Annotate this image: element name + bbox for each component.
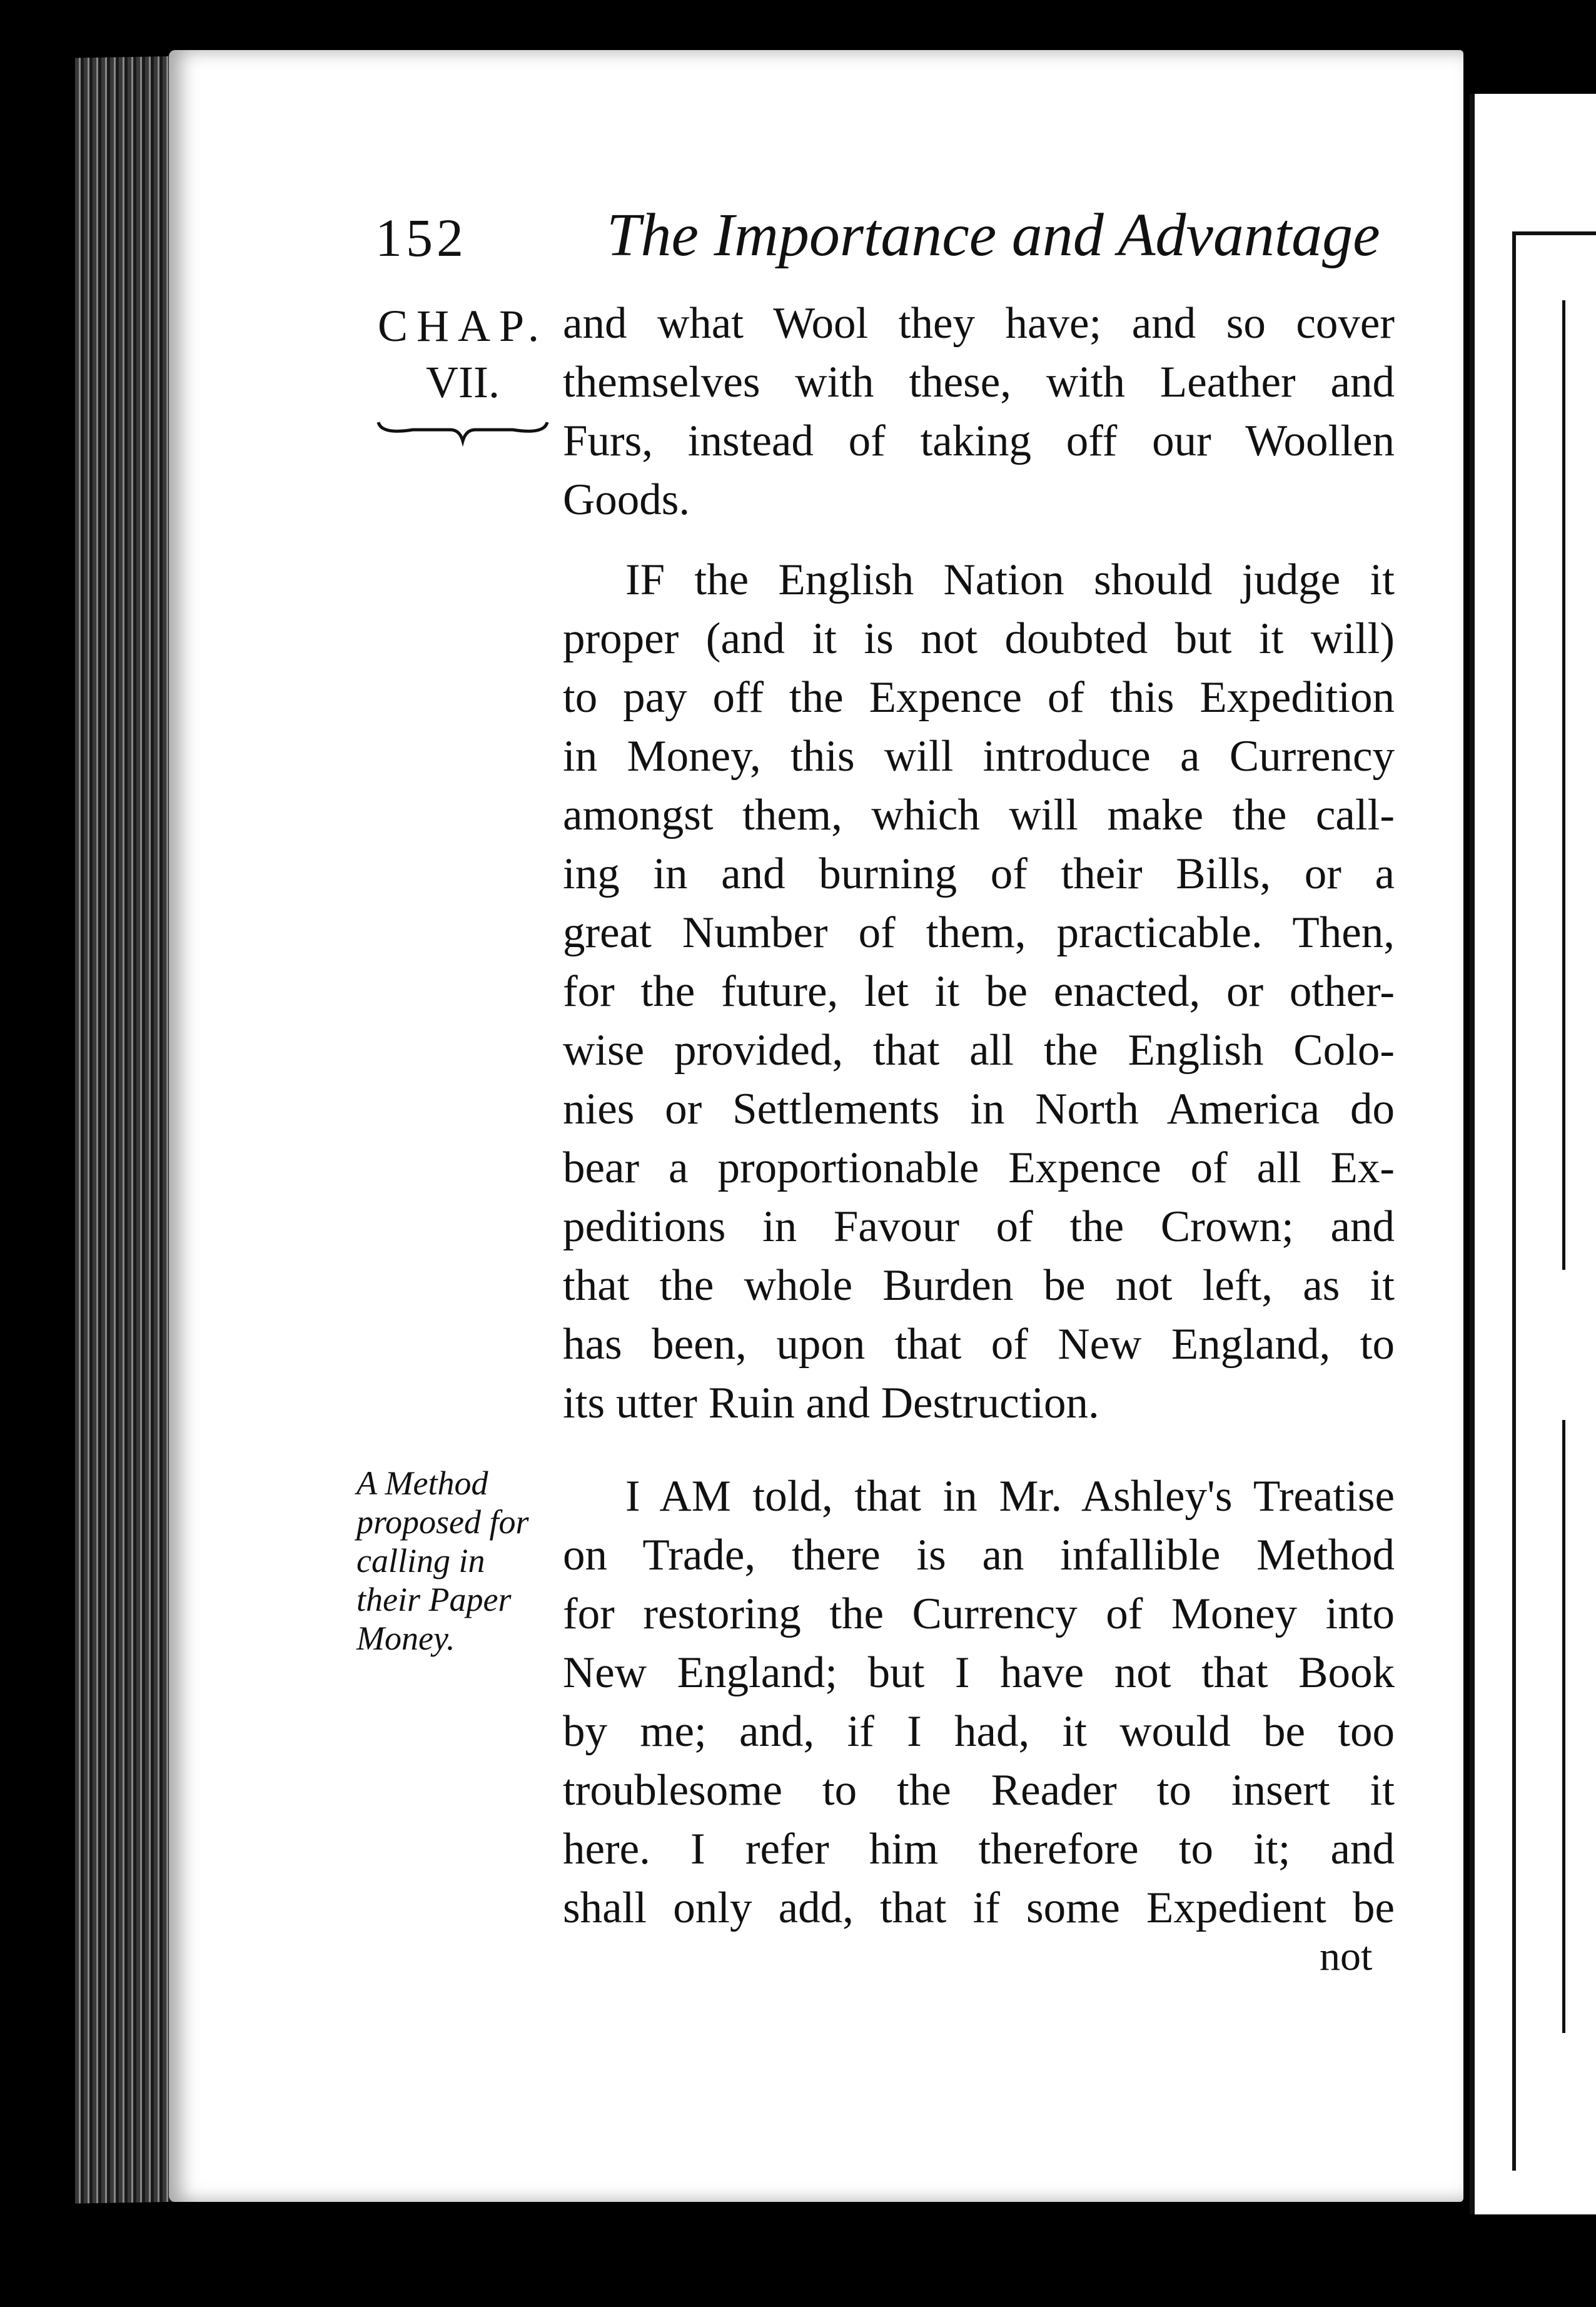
paragraph-expedition bbox=[563, 550, 1395, 1432]
frame-rule bbox=[1512, 231, 1516, 2171]
chapter-number: VII. bbox=[426, 357, 500, 407]
text-line: its utter Ruin and Destruction. bbox=[563, 1379, 1099, 1427]
text-line: and what Wool they have; and so cover bbox=[563, 299, 1395, 348]
frame-rule bbox=[1562, 1420, 1565, 2033]
paragraph-treatise bbox=[563, 1467, 1395, 1937]
margin-note-line: A Method bbox=[356, 1464, 488, 1502]
brace-ornament bbox=[375, 416, 550, 447]
frame-rule bbox=[1512, 231, 1596, 235]
text-line: proper (and it is not doubted but it will) bbox=[563, 614, 1395, 663]
running-title: The Importance and Advantage bbox=[607, 201, 1380, 269]
text-line: bear a proportionable Expence of all Ex- bbox=[563, 1143, 1395, 1192]
text-line: Goods. bbox=[563, 475, 690, 524]
text-line: for restoring the Currency of Money into bbox=[563, 1590, 1395, 1638]
text-line: IF the English Nation should judge it bbox=[625, 555, 1395, 604]
text-line: shall only add, that if some Expedient be bbox=[563, 1884, 1395, 1932]
text-line: in Money, this will introduce a Currency bbox=[563, 732, 1395, 781]
text-line: for the future, let it be enacted, or other- bbox=[563, 967, 1395, 1016]
text-line: by me; and, if I had, it would be too bbox=[563, 1707, 1395, 1756]
text-line: amongst them, which will make the call- bbox=[563, 791, 1395, 839]
text-line: ing in and burning of their Bills, or a bbox=[563, 849, 1395, 898]
text-line: wise provided, that all the English Colo- bbox=[563, 1026, 1395, 1075]
text-line: that the whole Burden be not left, as it bbox=[563, 1261, 1395, 1310]
catchword: not bbox=[1320, 1934, 1373, 1979]
text-line: here. I refer him therefore to it; and bbox=[563, 1825, 1395, 1873]
text-line: on Trade, there is an infallible Method bbox=[563, 1531, 1395, 1579]
text-line: great Number of them, practicable. Then, bbox=[563, 908, 1395, 957]
text-line: Furs, instead of taking off our Woollen bbox=[563, 417, 1395, 465]
text-line: has been, upon that of New England, to bbox=[563, 1320, 1395, 1369]
margin-note bbox=[356, 1464, 544, 1658]
text-line: themselves with these, with Leather and bbox=[563, 358, 1395, 407]
margin-note-line: calling in bbox=[356, 1542, 485, 1579]
margin-note-line: Money. bbox=[356, 1620, 455, 1657]
page-number: 152 bbox=[375, 208, 467, 268]
text-line: New England; but I have not that Book bbox=[563, 1648, 1395, 1697]
text-line: nies or Settlements in North America do bbox=[563, 1085, 1395, 1133]
chapter-label: CHAP. bbox=[377, 301, 548, 351]
text-line: to pay off the Expence of this Expedition bbox=[563, 673, 1395, 722]
page-header bbox=[375, 200, 1413, 275]
text-line: peditions in Favour of the Crown; and bbox=[563, 1202, 1395, 1251]
frame-rule bbox=[1562, 300, 1565, 1270]
facing-page bbox=[1470, 94, 1596, 2214]
paragraph-continued bbox=[563, 294, 1395, 529]
margin-note-line: their Paper bbox=[356, 1581, 512, 1618]
margin-note-line: proposed for bbox=[356, 1503, 529, 1541]
text-line: troublesome to the Reader to insert it bbox=[563, 1766, 1395, 1815]
text-line: I AM told, that in Mr. Ashley's Treatise bbox=[625, 1472, 1395, 1521]
